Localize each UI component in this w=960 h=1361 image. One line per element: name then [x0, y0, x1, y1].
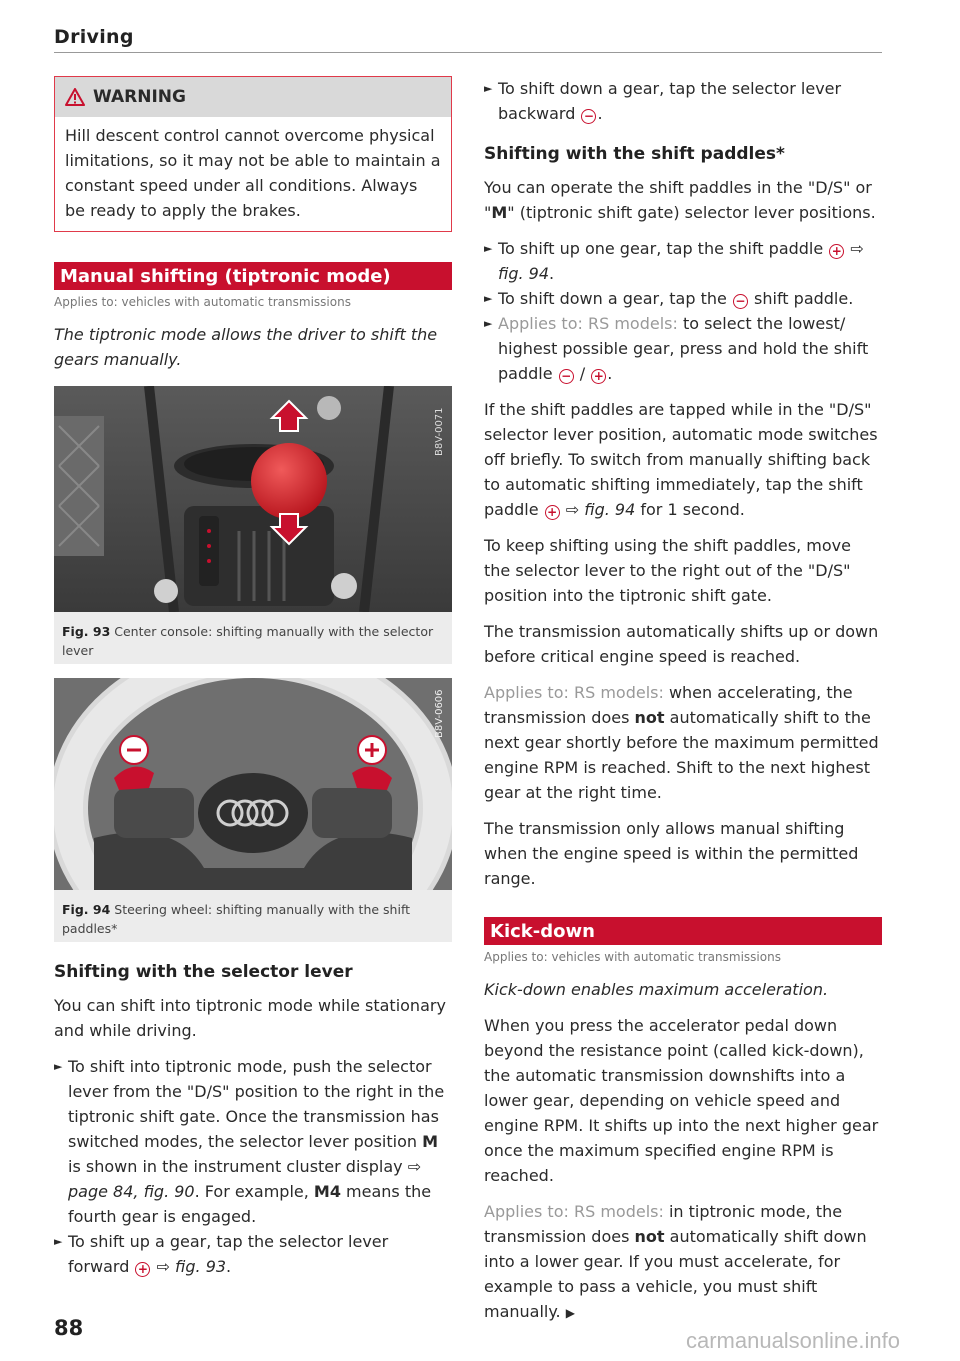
left-column: [54, 76, 452, 1279]
figure-reference: ⇨ fig. 94: [498, 239, 864, 283]
plus-circle-icon: +: [591, 369, 606, 384]
figure-94-caption: [54, 894, 452, 942]
page-reference: ⇨ page 84, fig. 90: [68, 1157, 422, 1201]
figure-reference: ⇨ fig. 93: [156, 1257, 227, 1276]
selector-heading: Shifting with the selector lever: [54, 962, 353, 982]
paragraph: Applies to: RS models: in tiptronic mode, the transmission does not automatically shift down into a lower gear. If you must accelerate, for example to pass a vehicle, you must shift manually. ▶: [484, 1202, 867, 1321]
list-item: ► To shift down a gear, tap the selector lever backward − .: [484, 76, 882, 126]
figure-code: B8V-0071: [434, 407, 445, 456]
kickdown-lead: Kick-down enables maximum acceleration.: [484, 980, 829, 999]
bullet-arrow-icon: ►: [484, 317, 493, 330]
section-header: Driving: [54, 26, 134, 48]
manual-applies: Applies to: vehicles with automatic transmissions: [54, 295, 351, 309]
warning-body: Hill descent control cannot overcome physical limitations, so it may not be able to maintain a constant speed under all conditions. Always be ready to apply the brakes.: [65, 126, 441, 220]
figure-label: Fig. 93: [62, 624, 111, 639]
kickdown-title: Kick-down: [484, 917, 882, 945]
plus-circle-icon: +: [135, 1262, 150, 1277]
bullet-arrow-icon: ►: [484, 292, 493, 305]
warning-title: WARNING: [93, 87, 186, 107]
figure-caption-text: Steering wheel: shifting manually with the shift paddles*: [62, 902, 411, 936]
paragraph: If the shift paddles are tapped while in the "D/S" selector lever position, automatic mode switches off briefly. To switch from manually shifting back to automatic shifting immediately, tap the shift paddle + ⇨ fig. 94 for 1 second.: [484, 400, 878, 519]
paragraph: The transmission only allows manual shifting when the engine speed is within the permitted range.: [484, 819, 859, 888]
figure-label: Fig. 94: [62, 902, 111, 917]
list-item: ► To shift into tiptronic mode, push the selector lever from the "D/S" position to the right in the tiptronic shift gate. Once the transmission has switched modes, the selector lever position M is shown in the instrument cluster display ⇨ page 84, fig. 90. For example, M4 means the fourth gear is engaged.: [54, 1054, 452, 1229]
manual-lead: The tiptronic mode allows the driver to shift the gears manually.: [54, 325, 438, 369]
paragraph: When you press the accelerator pedal down beyond the resistance point (called kick-down), the automatic transmission downshifts into a lower gear, depending on vehicle speed and engine RPM. It shifts up into the next higher gear once the maximum specified engine RPM is reached.: [484, 1016, 879, 1185]
paddles-intro: You can operate the shift paddles in the "D/S" or "M" (tiptronic shift gate) selector lever positions.: [484, 178, 876, 222]
warning-header: [55, 77, 451, 117]
minus-circle-icon: −: [733, 294, 748, 309]
bullet-arrow-icon: ►: [54, 1235, 63, 1248]
warning-box: [54, 76, 452, 232]
figure-93-caption: [54, 616, 452, 664]
bullet-arrow-icon: ►: [54, 1060, 63, 1073]
kickdown-applies: Applies to: vehicles with automatic transmissions: [484, 950, 781, 964]
figure-code: B8V-0606: [434, 689, 445, 738]
watermark: carmanualsonline.info: [685, 1328, 900, 1353]
list-item: ► To shift down a gear, tap the − shift paddle.: [484, 286, 882, 311]
bullet-arrow-icon: ►: [484, 242, 493, 255]
minus-circle-icon: −: [581, 109, 596, 124]
continue-arrow-icon: ▶: [565, 1306, 575, 1320]
warning-triangle-icon: [65, 88, 85, 106]
page-number: 88: [54, 1316, 84, 1340]
center-console-image: [54, 386, 452, 612]
list-item: ► To shift up a gear, tap the selector lever forward + ⇨ fig. 93.: [54, 1229, 452, 1279]
figure-94: [54, 678, 452, 942]
figure-93: [54, 386, 452, 664]
list-item: ► Applies to: RS models: to select the lowest/ highest possible gear, press and hold the shift paddle − / + .: [484, 311, 882, 386]
figure-caption-text: Center console: shifting manually with the selector lever: [62, 624, 434, 658]
figure-reference: ⇨ fig. 94: [565, 500, 636, 519]
paragraph: The transmission automatically shifts up or down before critical engine speed is reached.: [484, 622, 879, 666]
plus-circle-icon: +: [545, 505, 560, 520]
plus-circle-icon: +: [829, 244, 844, 259]
paddles-heading: Shifting with the shift paddles*: [484, 144, 785, 164]
bullet-arrow-icon: ►: [484, 82, 493, 95]
right-column: [484, 76, 882, 1326]
manual-shifting-title: Manual shifting (tiptronic mode): [54, 262, 452, 290]
paragraph: Applies to: RS models: when accelerating, the transmission does not automatically shift to the next gear shortly before the maximum permitted engine RPM is reached. Shift to the next highest gear at the right time.: [484, 683, 879, 802]
header-rule: [54, 52, 882, 53]
steering-wheel-image: [54, 678, 452, 890]
minus-circle-icon: −: [559, 369, 574, 384]
paragraph: To keep shifting using the shift paddles, move the selector lever to the right out of the "D/S" position into the tiptronic shift gate.: [484, 536, 851, 605]
list-item: ► To shift up one gear, tap the shift paddle + ⇨ fig. 94.: [484, 236, 882, 286]
selector-intro: You can shift into tiptronic mode while stationary and while driving.: [54, 996, 446, 1040]
